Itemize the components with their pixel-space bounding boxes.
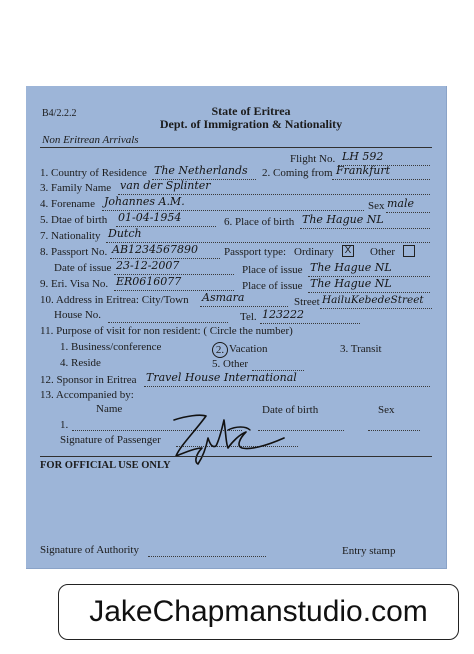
purpose-business[interactable]: 1. Business/conference: [60, 341, 162, 353]
purpose-transit[interactable]: 3. Transit: [340, 343, 382, 355]
address-label: 10. Address in Eritrea: City/Town: [40, 294, 189, 306]
sex-column-header: Sex: [378, 404, 395, 416]
nationality-label: 7. Nationality: [40, 230, 101, 242]
signature-passenger-label: Signature of Passenger: [60, 434, 161, 446]
visa-place-value: The Hague NL: [310, 277, 392, 290]
forename-label: 4. Forename: [40, 198, 95, 210]
ordinary-checkbox[interactable]: X: [342, 245, 354, 257]
street-line: [320, 308, 432, 309]
sex-line: [386, 212, 430, 213]
accompanied-label: 13. Accompanied by:: [40, 389, 134, 401]
house-line: [108, 322, 228, 323]
visa-place-line: [308, 292, 430, 293]
signature-authority-label: Signature of Authority: [40, 544, 139, 556]
pob-label: 6. Place of birth: [224, 216, 295, 228]
visa-label: 9. Eri. Visa No.: [40, 278, 109, 290]
other-label: Other: [370, 246, 396, 258]
pob-line: [300, 228, 430, 229]
other-checkbox[interactable]: [403, 245, 415, 257]
entry-stamp-label: Entry stamp: [342, 545, 396, 557]
street-value: HailuKebedeStreet: [322, 294, 424, 306]
state-title: State of Eritrea: [211, 104, 291, 118]
purpose-vacation-circle[interactable]: 2.: [212, 342, 228, 358]
issue-date-value: 23-12-2007: [116, 259, 180, 272]
nationality-value: Dutch: [108, 227, 142, 240]
purpose-other[interactable]: 5. Other: [212, 358, 249, 370]
pob-value: The Hague NL: [302, 213, 384, 226]
official-use-label: FOR OFFICIAL USE ONLY: [40, 460, 171, 471]
purpose-reside[interactable]: 4. Reside: [60, 357, 101, 369]
address-city-value: Asmara: [202, 291, 245, 304]
section-title: Non Eritrean Arrivals: [42, 134, 139, 146]
issue-place-value: The Hague NL: [310, 261, 392, 274]
sponsor-line: [144, 386, 430, 387]
family-label: 3. Family Name: [40, 182, 112, 194]
tel-value: 123222: [262, 308, 304, 321]
issue-date-label: Date of issue: [54, 262, 112, 274]
watermark-banner: [58, 584, 459, 640]
forename-value: Johannes A.M.: [104, 195, 185, 208]
passport-label: 8. Passport No.: [40, 246, 108, 258]
family-value: van der Splinter: [120, 179, 211, 192]
visa-value: ER0616077: [116, 275, 182, 288]
dob-column-header: Date of birth: [262, 404, 319, 416]
form-code: B4/2.2.2: [42, 108, 77, 119]
purpose-vacation[interactable]: Vacation: [229, 343, 268, 355]
flight-label: Flight No.: [290, 153, 336, 165]
name-column-header: Name: [96, 403, 123, 415]
passport-value: AB1234567890: [112, 243, 199, 256]
arrival-card: [26, 86, 447, 569]
coming-value: Frankfurt: [336, 164, 391, 177]
watermark-text: JakeChapmanstudio.com: [89, 595, 428, 628]
sponsor-value: Travel House International: [146, 371, 297, 384]
tel-line: [260, 323, 360, 324]
street-label: Street: [294, 296, 320, 308]
visa-place-label: Place of issue: [242, 280, 303, 292]
accompanied-row-number: 1.: [60, 419, 69, 431]
signature-authority-line: [148, 556, 266, 557]
dob-label: 5. Dtae of birth: [40, 214, 108, 226]
dob-value: 01-04-1954: [118, 211, 182, 224]
country-value: The Netherlands: [154, 164, 248, 177]
tel-label: Tel.: [240, 311, 257, 323]
coming-label: 2. Coming from: [262, 167, 333, 179]
sex-label: Sex: [368, 200, 385, 212]
department-title: Dept. of Immigration & Nationality: [159, 117, 343, 131]
flight-value: LH 592: [342, 150, 384, 163]
coming-line: [332, 179, 430, 180]
house-label: House No.: [54, 309, 102, 321]
purpose-label: 11. Purpose of visit for non resident: ( Circle the number): [40, 325, 293, 337]
sponsor-label: 12. Sponsor in Eritrea: [40, 374, 137, 386]
accompanied-sex-line: [368, 430, 420, 431]
address-city-line: [200, 306, 288, 307]
official-rule: [40, 456, 432, 457]
header-rule: [40, 147, 432, 148]
passport-type-label: Passport type:: [224, 246, 287, 258]
issue-place-label: Place of issue: [242, 264, 303, 276]
passenger-signature: [166, 408, 296, 466]
ordinary-label: Ordinary: [294, 246, 334, 258]
country-label: 1. Country of Residence: [40, 167, 147, 179]
sex-value: male: [387, 197, 415, 210]
